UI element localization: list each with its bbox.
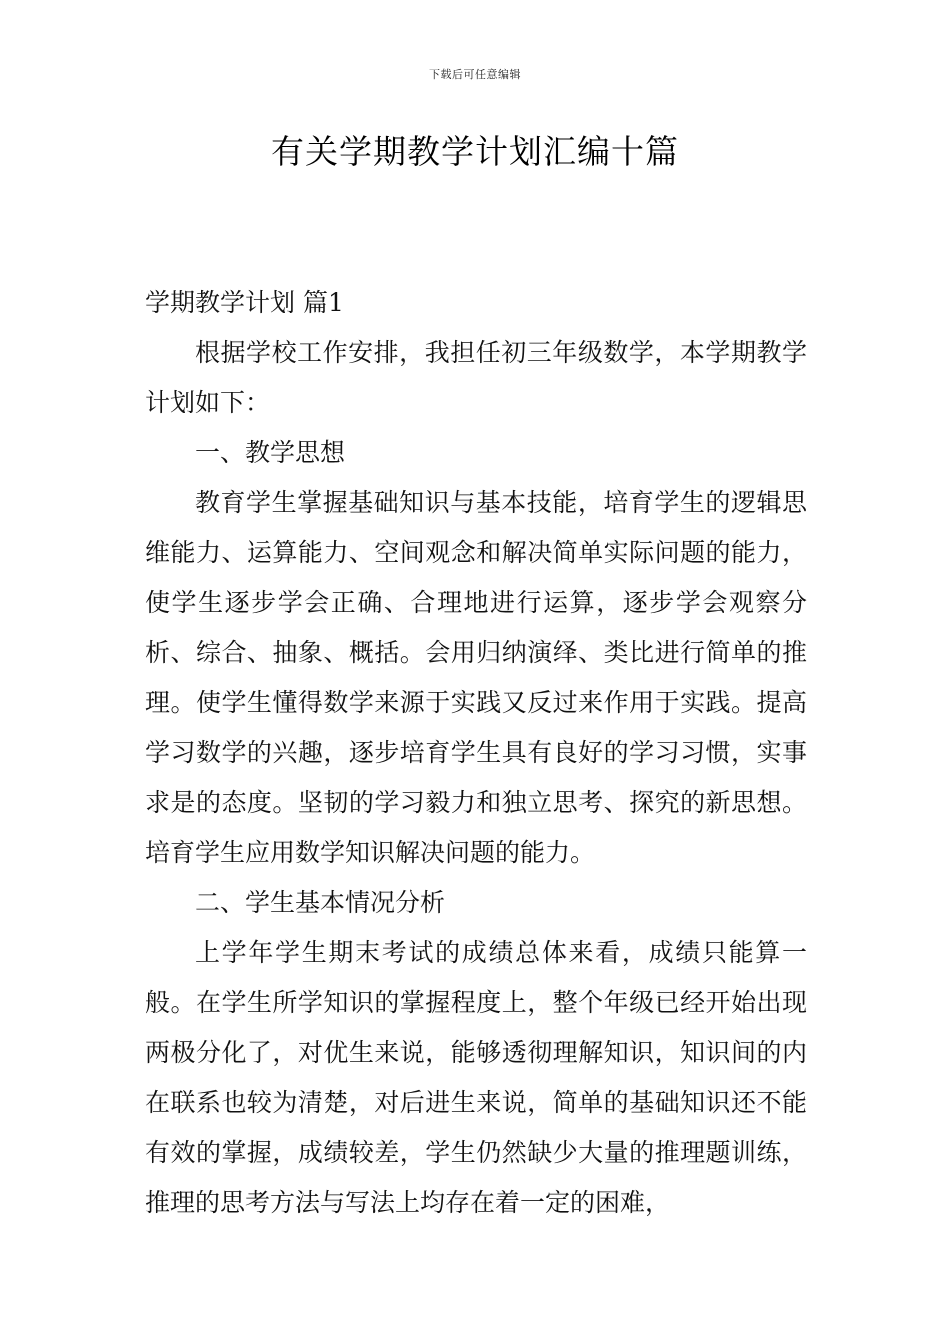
teaching-thought-paragraph: 教育学生掌握基础知识与基本技能，培育学生的逻辑思维能力、运算能力、空间观念和解决简单实际问题的能力，使学生逐步学会正确、合理地进行运算，逐步学会观察分析、综合、抽象、概括。会用归纳演绎、类比进行简单的推理。使学生懂得数学来源于实践又反过来作用于实践。提高学习数学的兴趣，逐步培育学生具有良好的学习习惯，实事求是的态度。坚韧的学习毅力和独立思考、探究的新思想。培育学生应用数学知识解决问题的能力。 (145, 488, 807, 867)
student-analysis-paragraph: 上学年学生期末考试的成绩总体来看，成绩只能算一般。在学生所学知识的掌握程度上，整个年级已经开始出现两极分化了，对优生来说，能够透彻理解知识，知识间的内在联系也较为清楚，对后进生来说，简单的基础知识还不能有效的掌握，成绩较差，学生仍然缺少大量的推理题训练，推理的思考方法与写法上均存在着一定的困难， (145, 938, 807, 1217)
section-heading-teaching-thought: 一、教学思想 (195, 438, 346, 467)
document-body (145, 278, 807, 1228)
section-heading-student-analysis: 二、学生基本情况分析 (195, 888, 446, 917)
intro-paragraph: 根据学校工作安排，我担任初三年级数学，本学期教学计划如下： (145, 338, 807, 417)
part-heading: 学期教学计划 篇1 (145, 288, 344, 317)
document-title: 有关学期教学计划汇编十篇 (271, 132, 679, 171)
header-note: 下载后可任意编辑 (429, 68, 521, 81)
